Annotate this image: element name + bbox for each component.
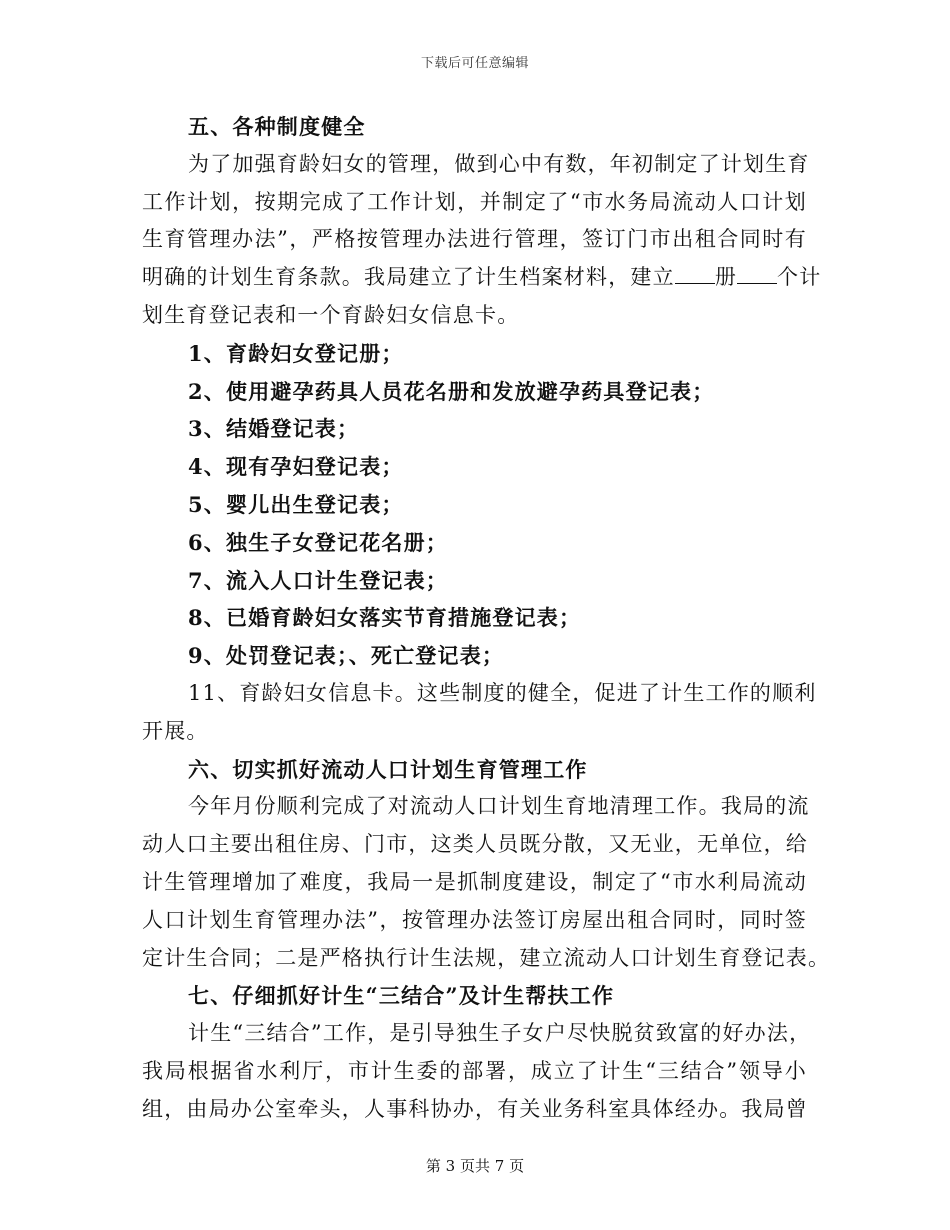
section-7-heading: 七、仔细抓好计生“三结合”及计生帮扶工作 <box>188 983 615 1009</box>
list-item: 6、独生子女登记花名册； <box>188 529 449 555</box>
paragraph-line: 计生“三结合”工作，是引导独生子女户尽快脱贫致富的好办法， <box>188 1021 812 1046</box>
fill-in-blank <box>737 265 777 284</box>
list-item: 9、处罚登记表；、死亡登记表； <box>188 643 505 669</box>
list-item: 5、婴儿出生登记表； <box>188 491 404 517</box>
paragraph-line: 为了加强育龄妇女的管理，做到心中有数，年初制定了计划生育 <box>188 151 810 176</box>
paragraph-line: 今年月份顺利完成了对流动人口计划生育地清理工作。我局的流 <box>188 794 810 819</box>
document-body <box>142 108 831 1129</box>
list-item: 1、育龄妇女登记册； <box>188 340 404 366</box>
list-item: 4、现有孕妇登记表； <box>188 454 404 480</box>
paragraph-line: 生育管理办法”，严格按管理办法进行管理，签订门市出租合同时有 <box>142 227 807 252</box>
paragraph-line: 计生管理增加了难度，我局一是抓制度建设，制定了“市水利局流动 <box>142 869 807 894</box>
paragraph-line: 划生育登记表和一个育龄妇女信息卡。 <box>142 302 520 327</box>
page-header-note: 下载后可任意编辑 <box>420 56 529 71</box>
list-item: 8、已婚育龄妇女落实节育措施登记表； <box>188 605 582 631</box>
page-number: 第 3 页共 7 页 <box>425 1157 525 1175</box>
list-item: 3、结婚登记表； <box>188 416 360 442</box>
paragraph-line: 11、育龄妇女信息卡。这些制度的健全，促进了计生工作的顺利 <box>188 680 817 705</box>
paragraph-line: 定计生合同；二是严格执行计生法规，建立流动人口计划生育登记表。 <box>142 945 831 970</box>
paragraph-line: 我局根据省水利厅，市计生委的部署，成立了计生“三结合”领导小 <box>142 1058 807 1083</box>
paragraph-text: 明确的计划生育条款。我局建立了计生档案材料，建立 <box>142 265 675 290</box>
paragraph-text: 个计 <box>777 265 822 290</box>
list-item: 7、流入人口计生登记表； <box>188 567 449 593</box>
list-item: 2、使用避孕药具人员花名册和发放避孕药具登记表； <box>188 378 715 404</box>
paragraph-line: 工作计划，按期完成了工作计划，并制定了“市水务局流动人口计划 <box>142 189 807 214</box>
paragraph-text: 册 <box>714 265 738 290</box>
fill-in-blank <box>675 265 715 284</box>
section-5-heading: 五、各种制度健全 <box>188 114 366 139</box>
paragraph-line: 人口计划生育管理办法”，按管理办法签订房屋出租合同时，同时签 <box>142 907 807 932</box>
paragraph-line-with-blanks <box>142 259 822 297</box>
paragraph-line: 组，由局办公室牵头，人事科协办，有关业务科室具体经办。我局曾 <box>142 1096 808 1121</box>
section-6-heading: 六、切实抓好流动人口计划生育管理工作 <box>188 756 588 782</box>
paragraph-line: 动人口主要出租住房、门市，这类人员既分散，又无业，无单位，给 <box>142 832 808 857</box>
paragraph-line: 开展。 <box>142 718 209 743</box>
